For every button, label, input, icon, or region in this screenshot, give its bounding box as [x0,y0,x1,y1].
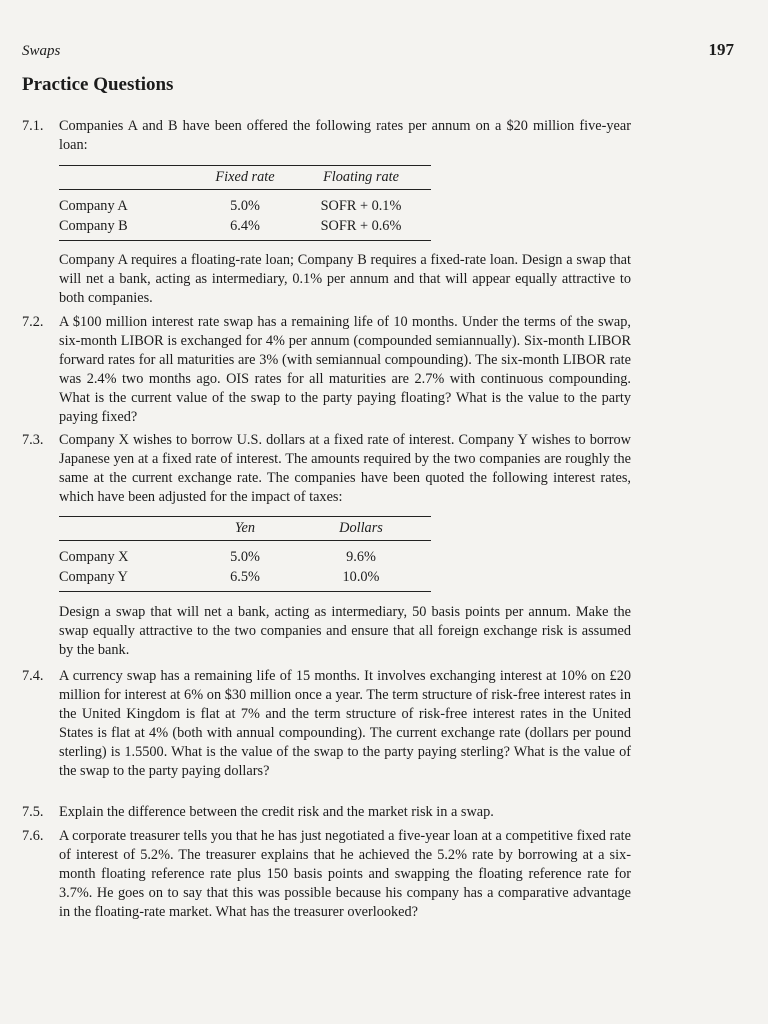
table-cell: 6.4% [199,216,291,241]
table-header-cell: Fixed rate [199,166,291,190]
question-number: 7.5. [22,804,44,820]
question-text: Company X wishes to borrow U.S. dollars at a fixed rate of interest. Company Y wishes to borrow Japanese yen at a fixed rate of interest. The amounts required by the two companies are roughly the same at the current exchange rate. The companies have been quoted the following interest rates, which have been adjusted for the impact of taxes: [59,432,631,505]
section-title: Practice Questions [22,74,174,95]
question-text: A $100 million interest rate swap has a remaining life of 10 months. Under the terms of the swap, six-month LIBOR is exchanged for 4% per annum (compounded semiannually). Six-month LIBOR forward rates for all maturities are 3% (with semiannual compounding). The six-month LIBOR rate was 2.4% two months ago. OIS rates for all maturities are 2.7% with continuous compounding. What is the current value of the swap to the party paying floating? What is the value to the party paying fixed? [59,314,631,425]
table-cell: 5.0% [230,197,260,214]
table-row [59,567,431,592]
table-cell: Company A [59,197,128,214]
table-cell: Company X [59,548,129,565]
question-followup-text: Company A requires a floating-rate loan; Company B requires a fixed-rate loan. Design a swap that will net a bank, acting as intermediary, 0.1% per annum and that will appear equally attractive to both companies. [59,252,631,306]
question-text: A currency swap has a remaining life of 15 months. It involves exchanging interest at 10% on £20 million for interest at 6% on $30 million once a year. The term structure of risk-free interest rates in the United Kingdom is flat at 7% and the term structure of risk-free interest rates in the United States is flat at 4% (both with annual compounding). The current exchange rate (dollars per pound sterling) is 1.5500. What is the value of the swap to the party paying sterling? What is the value of the swap to the party paying dollars? [59,668,631,779]
table-row [59,216,431,241]
table-header-cell [59,517,199,541]
table-header-cell: Floating rate [291,166,431,190]
table-row [59,541,431,568]
table-row [59,190,431,217]
page-number: 197 [708,40,734,59]
table-header-cell: Yen [199,517,291,541]
rates-table-7-3 [59,516,431,592]
running-title: Swaps [22,43,61,59]
question-number: 7.4. [22,668,44,684]
running-head [22,40,734,60]
table-header-cell [59,166,199,190]
table-cell: 10.0% [291,567,431,592]
question-number: 7.3. [22,432,44,448]
table-cell: SOFR + 0.1% [320,197,402,214]
rates-table-7-1 [59,165,431,241]
table-cell: SOFR + 0.6% [291,216,431,241]
question-number: 7.2. [22,314,44,330]
table-header-cell: Dollars [291,517,431,541]
question-text: Companies A and B have been offered the following rates per annum on a $20 million five-year loan: [59,118,631,153]
question-followup-text: Design a swap that will net a bank, acting as intermediary, 50 basis points per annum. Make the swap equally attractive to the two companies and ensure that all foreign exchange risk is assumed by the bank. [59,604,631,658]
question-number: 7.1. [22,118,44,134]
table-header-row [59,517,431,541]
question-number: 7.6. [22,828,44,844]
question-text: Explain the difference between the credit risk and the market risk in a swap. [59,804,494,820]
table-cell: 5.0% [230,548,260,565]
table-header-row [59,166,431,190]
table-cell: 9.6% [346,548,376,565]
table-cell: 6.5% [199,567,291,592]
table-cell: Company Y [59,567,199,592]
question-text: A corporate treasurer tells you that he has just negotiated a five-year loan at a competitive fixed rate of interest of 5.2%. The treasurer explains that he achieved the 5.2% rate by borrowing at a six-month floating reference rate plus 150 basis points and swapping the floating reference rate for 3.7%. He goes on to say that this was possible because his company has a comparative advantage in the floating-rate market. What has the treasurer overlooked? [59,828,631,920]
table-cell: Company B [59,216,199,241]
